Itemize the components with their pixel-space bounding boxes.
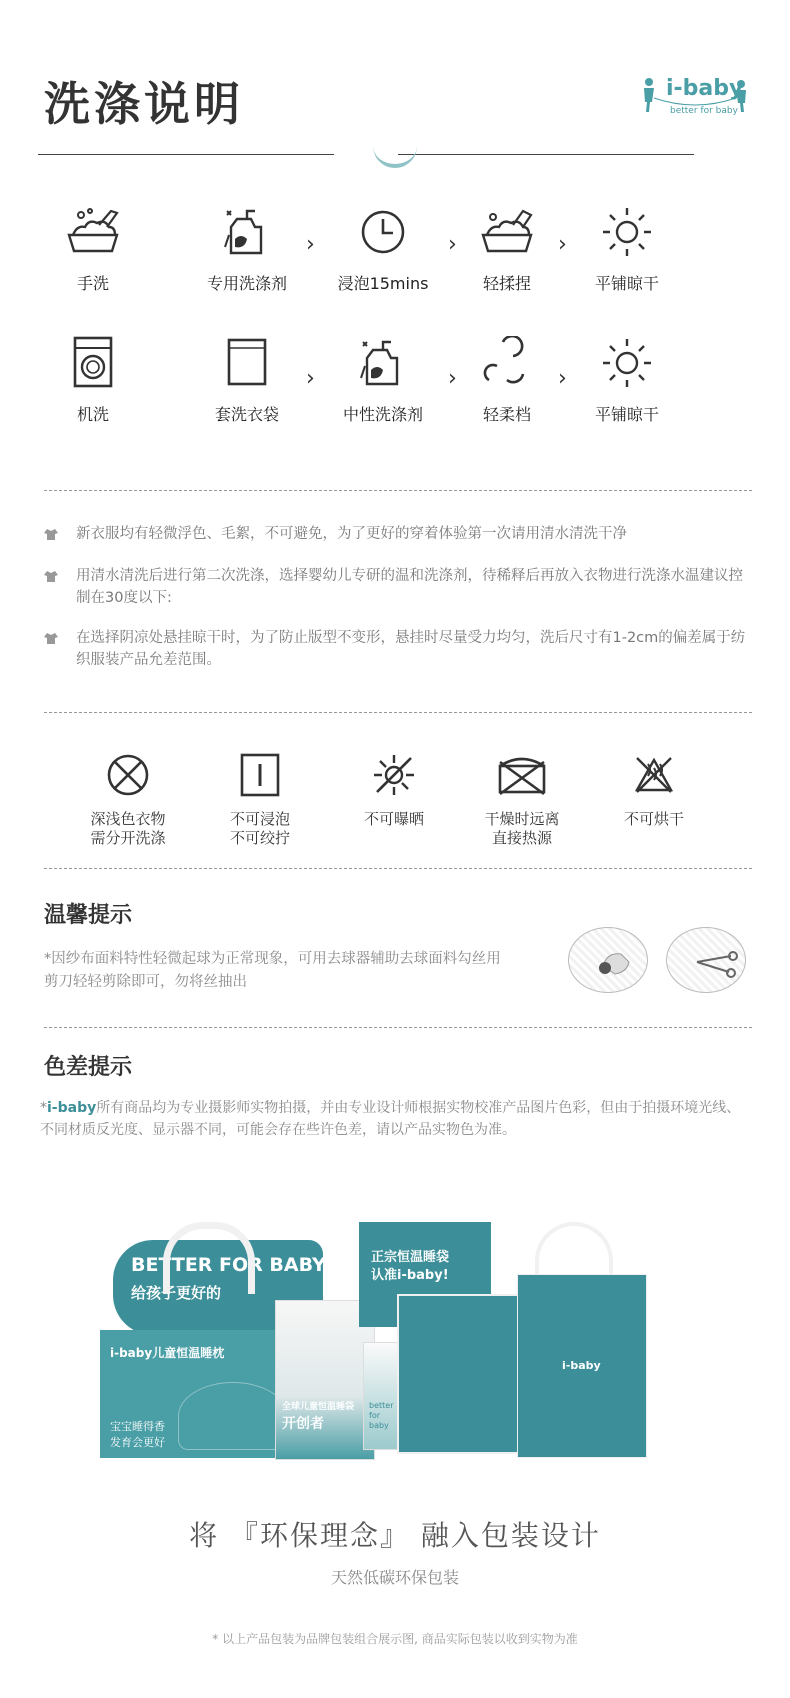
care-label: 干燥时远离 直接热源 [484, 810, 560, 847]
color-tips-body: 所有商品均为专业摄影师实物拍摄，并由专业设计师根据实物校准产品图片色彩，但由于拍摄环境光线、不同材质反光度、显示器不同，可能会存在些许色差，请以产品实物色为准。 [40, 1100, 741, 1138]
scissors-icon [667, 928, 747, 994]
header-divider-left [38, 154, 334, 155]
step-flat-dry [572, 336, 682, 425]
care-symbol [334, 752, 454, 829]
step-machine-wash [38, 336, 148, 425]
section-divider [44, 490, 752, 491]
header-arc-ornament [373, 146, 417, 168]
gift-box [397, 1294, 523, 1454]
warm-tips-text: *因纱布面料特性轻微起球为正常现象，可用去球器辅助去球面料勾丝用剪刀轻轻剪除即可，勿将丝抽出 [44, 951, 501, 990]
section-divider [44, 868, 752, 869]
color-tips-prefix: * [40, 1100, 47, 1116]
note-text: 用清水清洗后进行第二次洗涤，选择婴幼儿专研的温和洗涤剂，待稀释后再放入衣物进行洗涤水温建议控制在30度以下: [76, 568, 743, 606]
step-soak [328, 205, 438, 294]
scissors-image [666, 927, 746, 993]
step-label: 中性洗涤剂 [342, 405, 423, 424]
eco-headline: 将 『环保理念』 融入包装设计 [189, 1519, 601, 1552]
note-item [44, 565, 752, 609]
page-title: 洗涤说明 [44, 77, 244, 131]
step-label: 套洗衣袋 [214, 405, 279, 424]
no-sun-icon [371, 752, 417, 798]
note-text: 新衣服均有轻微浮色、毛絮，不可避免，为了更好的穿着体验第一次请用清水清洗干净 [76, 526, 627, 542]
chevron-right-icon: › [306, 232, 315, 257]
chevron-right-icon: › [558, 366, 567, 391]
gentle-cycle-icon [477, 336, 537, 390]
step-flat-dry [572, 205, 682, 294]
pillow-box-title: i-baby儿童恒温睡枕 [110, 1346, 225, 1360]
clock-icon [353, 205, 413, 259]
lint-remover-image [568, 927, 648, 993]
chevron-right-icon: › [558, 232, 567, 257]
shopping-bag [517, 1274, 647, 1458]
bag-handle [163, 1222, 255, 1294]
sun-icon [597, 336, 657, 390]
color-tips-brand: i-baby [47, 1100, 97, 1116]
note-item [44, 523, 752, 545]
logo-tagline: better for baby [670, 106, 738, 116]
step-label: 平铺晾干 [594, 405, 659, 424]
detergent-bottle-icon [353, 336, 413, 390]
laundry-bag-icon [217, 336, 277, 390]
step-neutral-detergent [328, 336, 438, 425]
chevron-right-icon: › [306, 366, 315, 391]
section-divider [44, 712, 752, 713]
care-symbol [200, 752, 320, 848]
packaging-illustration [95, 1222, 705, 1468]
care-label: 不可浸泡 不可绞拧 [229, 810, 290, 847]
lint-remover-icon [569, 928, 649, 994]
pouch-line1: 全球儿童恒温睡袋 [282, 1402, 355, 1412]
warm-tips-title: 温馨提示 [44, 903, 133, 928]
step-label: 浸泡15mins [337, 274, 429, 293]
care-symbol [462, 752, 582, 848]
color-tips-title: 色差提示 [44, 1055, 133, 1080]
step-label: 专用洗涤剂 [206, 274, 287, 293]
packaging-footnote: * 以上产品包装为品牌包装组合展示图, 商品实际包装以收到实物为准 [212, 1632, 578, 1646]
no-heat-dry-icon [496, 752, 548, 798]
step-label: 轻柔档 [482, 405, 531, 424]
pillow-box-sub1: 宝宝睡得香 [110, 1420, 165, 1433]
header-divider-right [398, 154, 694, 155]
board-line2: 认准i-baby! [371, 1268, 449, 1283]
bag-slogan-en: BETTER FOR BABY [131, 1254, 326, 1276]
pillow-mesh-graphic [178, 1382, 288, 1450]
brand-logo [640, 76, 750, 124]
pillow-box [100, 1330, 300, 1458]
gentle-knead-icon [477, 205, 537, 259]
section-divider [44, 1027, 752, 1028]
board-line1: 正宗恒温睡袋 [371, 1250, 450, 1265]
step-label: 手洗 [76, 274, 109, 293]
pouch-line2: 开创者 [282, 1416, 324, 1432]
pillow-box-sub2: 发育会更好 [110, 1436, 165, 1449]
step-laundry-bag [192, 336, 302, 425]
chevron-right-icon: › [448, 232, 457, 257]
shirt-bullet-icon [44, 631, 58, 645]
detergent-bottle-icon [217, 205, 277, 259]
washing-machine-icon [63, 336, 123, 390]
step-gentle-cycle [452, 336, 562, 425]
care-label: 不可烘干 [623, 810, 684, 828]
step-label: 轻揉捏 [482, 274, 531, 293]
sun-icon [597, 205, 657, 259]
note-item [44, 627, 752, 671]
card-text: better for baby [369, 1401, 394, 1430]
no-wring-icon [237, 752, 283, 798]
care-symbol [594, 752, 714, 829]
logo-text: i-baby [666, 76, 744, 101]
color-tips-text [40, 1097, 752, 1141]
step-label: 机洗 [76, 405, 109, 424]
step-knead [452, 205, 562, 294]
step-label: 平铺晾干 [594, 274, 659, 293]
shirt-bullet-icon [44, 527, 58, 541]
note-text: 在选择阴凉处悬挂晾干时，为了防止版型不变形，悬挂时尽量受力均匀，洗后尺寸有1-2cm的偏差属于纺织服装产品允差范围。 [76, 630, 746, 668]
step-handwash [38, 205, 148, 294]
eco-subline: 天然低碳环保包装 [330, 1568, 459, 1587]
shopping-bag-logo: i-baby [562, 1359, 601, 1372]
chevron-right-icon: › [448, 366, 457, 391]
care-label: 不可曝晒 [363, 810, 424, 828]
handwash-basin-icon [63, 205, 123, 259]
care-symbol [68, 752, 188, 848]
no-tumble-dry-icon [631, 752, 677, 798]
shirt-bullet-icon [44, 569, 58, 583]
care-label: 深浅色衣物 需分开洗涤 [90, 810, 166, 847]
no-mix-icon [105, 752, 151, 798]
step-detergent [192, 205, 302, 294]
bag-slogan-cn: 给孩子更好的 [131, 1284, 222, 1302]
